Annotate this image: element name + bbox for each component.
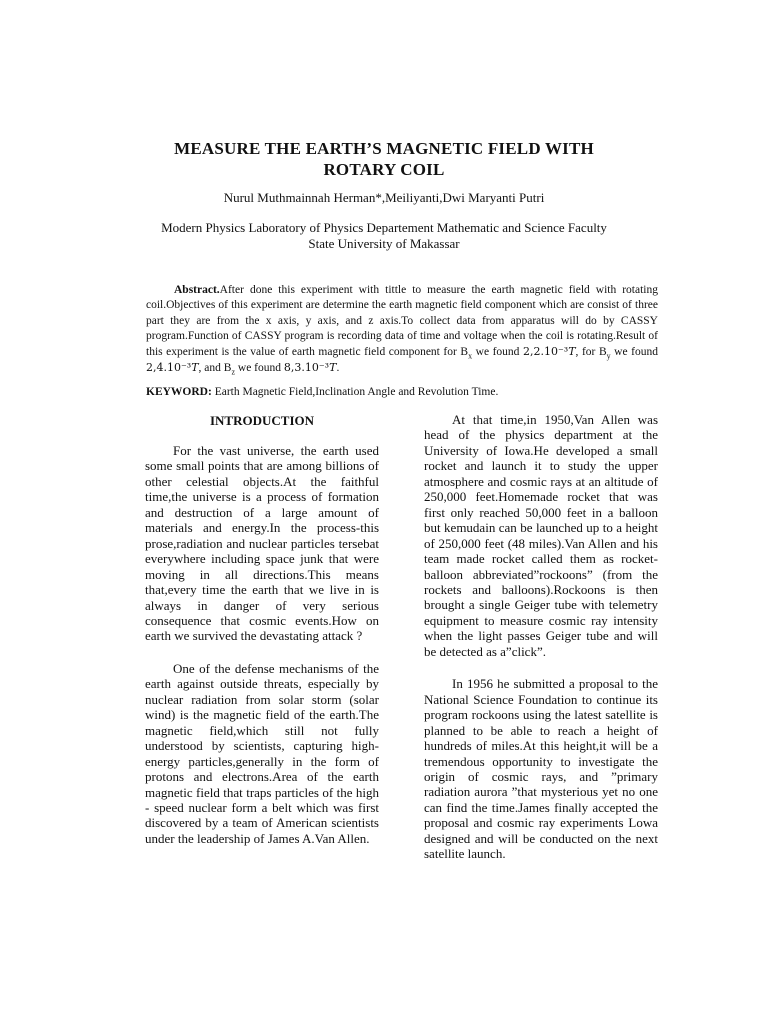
abstract-text-3: , for B xyxy=(575,346,607,359)
paragraph-gap xyxy=(145,644,379,661)
keyword-label: KEYWORD: xyxy=(146,386,212,398)
abstract-label: Abstract. xyxy=(174,284,220,296)
left-column xyxy=(145,412,379,846)
abstract-text-end: . xyxy=(336,362,340,375)
right-paragraph-2: In 1956 he submitted a proposal to the National Science Foundation to continue its program rockoons using the latest satellite is planned to be able to reach a height of hundreds of miles.At this height,it will be a tremendous opportunity to investigate the origin of cosmic rays, and ”primary radiation aurora ”that mysterious yet no one can find the time.James finally accepted the proposal and cosmic ray experiments Lowa designed and will be conducted on the next satellite launch. xyxy=(424,676,658,862)
abstract-text-2: we found xyxy=(472,346,523,359)
intro-paragraph-1: For the vast universe, the earth used some small points that are among billions of other celestial objects.At the faithful time,the universe is a process of formation and destruction of a large amount of materials and energy.In the process-this prose,radiation and nuclear particles tersebat everywhere including space junk that were moving in all directions.This means that,every time the earth that we live in is always in danger of very serious consequence that cosmic events.How on earth we survived the devastating attack ? xyxy=(145,443,379,644)
paragraph-gap xyxy=(424,659,658,676)
introduction-heading: INTRODUCTION xyxy=(209,413,314,428)
abstract-text-5: , and B xyxy=(198,362,232,375)
affiliation xyxy=(130,220,638,252)
keyword-text: Earth Magnetic Field,Inclination Angle and Revolution Time. xyxy=(211,386,499,398)
subscript-z: z xyxy=(231,367,236,377)
abstract xyxy=(146,283,658,377)
keywords xyxy=(146,385,658,400)
abstract-text-6: we found xyxy=(235,362,284,375)
author-list: Nurul Muthmainnah Herman*,Meiliyanti,Dwi Maryanti Putri xyxy=(223,190,545,205)
subscript-y: y xyxy=(606,351,611,361)
title-line-1: MEASURE THE EARTH’S MAGNETIC FIELD WITH xyxy=(174,139,594,158)
title-line-2: ROTARY COIL xyxy=(323,160,445,179)
paper-title xyxy=(100,138,668,180)
right-paragraph-1: At that time,in 1950,Van Allen was head of the physics department at the University of Iowa.He developed a small rocket and launch it to study the upper atmosphere and cosmic rays at an altitude of 250,000 feet.Homemade rocket that was first only reached 50,000 feet in a balloon but kemudain can be launched up to a height of 250,000 feet (48 miles).Van Allen and his team made rocket called them as rocket- balloon abbreviated”rockoons” (from the rockets and balloons).Rockoons is then brought a single Geiger tube with telemetry equipment to measure cosmic ray intensity when the light passes Geiger tube and will be detected as a”click”. xyxy=(424,412,658,659)
abstract-text: After done this experiment with tittle to measure the earth magnetic field with rotating coil.Objectives of this experiment are determine the earth magnetic field component which are consist of three part they are from the x axis, y axis, and z axis.To collect data from apparatus will do by CASSY program.Function of CASSY program is recording data of time and voltage when the coil is rotating.Result of this experiment is the value of earth magnetic field component for B xyxy=(146,284,658,359)
subscript-x: x xyxy=(468,351,473,361)
by-value: 2,4.10⁻³𝑇 xyxy=(146,361,199,375)
bx-value: 2,2.10⁻³𝑇 xyxy=(523,345,576,359)
right-column xyxy=(424,412,658,862)
affiliation-line-2: State University of Makassar xyxy=(308,236,460,251)
abstract-text-4: we found xyxy=(610,346,658,359)
bz-value: 8,3.10⁻³𝑇 xyxy=(283,361,337,375)
affiliation-line-1: Modern Physics Laboratory of Physics Departement Mathematic and Science Faculty xyxy=(161,220,607,235)
intro-paragraph-2: One of the defense mechanisms of the earth against outside threats, especially by nuclear radiation from solar storm (solar wind) is the magnetic field of the earth.The magnetic field,which still not fully understood by scientists, capturing high-energy particles,generally in the form of protons and electrons.Area of the earth magnetic field that traps particles of the high - speed nuclear form a belt which was first discovered by a team of American scientists under the leadership of James A.Van Allen. xyxy=(145,660,379,846)
